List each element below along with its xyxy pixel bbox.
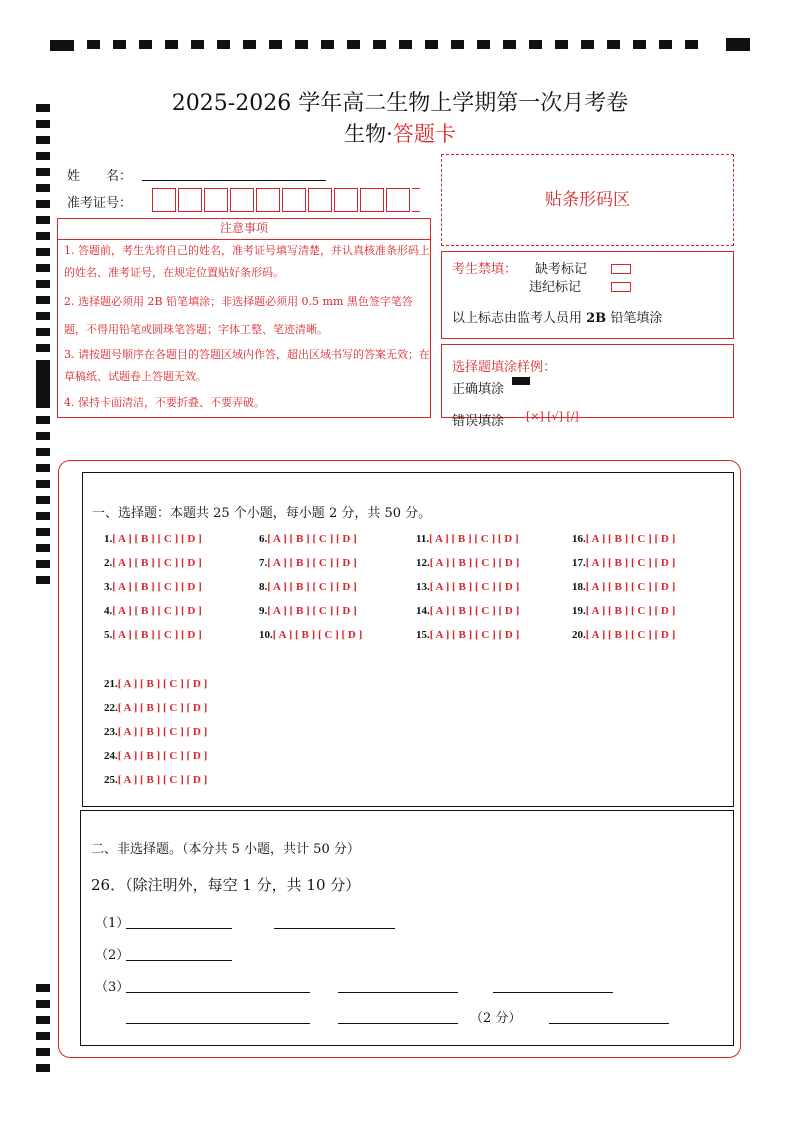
q26-blank-1a[interactable] (126, 928, 232, 929)
q26-blank-2a[interactable] (126, 960, 232, 961)
q26-blank-3a[interactable] (126, 992, 310, 993)
answer-options[interactable]: [ A ] [ B ] [ C ] [ D ] (585, 557, 676, 569)
timing-mark (36, 152, 50, 160)
q26-part2-label: （2） (95, 948, 130, 963)
timing-mark (36, 432, 50, 440)
question-number: 3. (104, 581, 113, 593)
answer-options[interactable]: [ A ] [ B ] [ C ] [ D ] (429, 629, 520, 641)
q26-blank-3e[interactable] (338, 1023, 458, 1024)
timing-mark (36, 184, 50, 192)
timing-mark (36, 168, 50, 176)
question-number: 20. (572, 629, 586, 641)
timing-mark (36, 216, 50, 224)
q26-heading: 26．（除注明外，每空 1 分，共 10 分） (91, 876, 361, 894)
timing-mark (36, 392, 50, 400)
question-number: 23. (104, 726, 118, 738)
choice-question[interactable] (104, 678, 207, 690)
exam-id-label: 准考证号： (67, 196, 133, 211)
answer-options[interactable]: [ A ] [ B ] [ C ] [ D ] (117, 678, 208, 690)
timing-mark (36, 264, 50, 272)
timing-mark (36, 576, 50, 584)
answer-options[interactable]: [ A ] [ B ] [ C ] [ D ] (117, 726, 208, 738)
correct-fill-sample (512, 377, 530, 385)
exam-title: 2025-2026 学年高二生物上学期第一次月考卷 (171, 91, 629, 116)
notice-item-1: 1. 答题前，考生先将自己的姓名，准考证号填写清楚，并认真核准条形码上的姓名、准考证号，在规定位置贴好条形码。 (64, 244, 430, 279)
choice-question[interactable] (104, 605, 202, 617)
choice-question[interactable] (104, 581, 202, 593)
notice-item-2: 2. 选择题必须用 2B 铅笔填涂；非选择题必须用 0.5 mm 黑色签字笔答题，不得用铅笔或圆珠笔答题；字体工整、笔迹清晰。 (64, 295, 413, 336)
timing-mark (36, 512, 50, 520)
timing-mark (36, 480, 50, 488)
timing-mark (36, 1000, 50, 1008)
answer-options[interactable]: [ A ] [ B ] [ C ] [ D ] (585, 605, 676, 617)
question-number: 5. (104, 629, 113, 641)
question-number: 15. (416, 629, 430, 641)
answer-options[interactable]: [ A ] [ B ] [ C ] [ D ] (112, 605, 202, 617)
timing-mark (36, 280, 50, 288)
timing-mark (36, 448, 50, 456)
barcode-area (441, 154, 734, 246)
answer-options[interactable]: [ A ] [ B ] [ C ] [ D ] (267, 533, 357, 545)
fill-sample-label: 选择题填涂样例： (452, 360, 557, 375)
timing-mark (36, 296, 50, 304)
question-number: 9. (259, 605, 268, 617)
wrong-fill-samples: [×] [√] [/] (526, 410, 579, 423)
answer-options[interactable]: [ A ] [ B ] [ C ] [ D ] (117, 702, 208, 714)
question-number: 6. (259, 533, 268, 545)
choice-question[interactable] (572, 533, 675, 545)
answer-options[interactable]: [ A ] [ B ] [ C ] [ D ] (267, 581, 357, 593)
timing-mark (36, 344, 50, 352)
answer-options[interactable]: [ A ] [ B ] [ C ] [ D ] (112, 533, 202, 545)
answer-options[interactable]: [ A ] [ B ] [ C ] [ D ] (429, 557, 520, 569)
choice-question[interactable] (104, 702, 207, 714)
timing-mark (36, 528, 50, 536)
timing-mark (36, 232, 50, 240)
question-number: 22. (104, 702, 118, 714)
name-label: 姓 名： (67, 169, 133, 184)
q26-part3-label: （3） (95, 980, 130, 995)
choice-question[interactable] (259, 557, 357, 569)
timing-mark (36, 984, 50, 992)
answer-card-label: 答题卡 (392, 122, 456, 146)
answer-options[interactable]: [ A ] [ B ] [ C ] [ D ] (117, 774, 208, 786)
violation-checkbox[interactable] (611, 282, 631, 292)
answer-options[interactable]: [ A ] [ B ] [ C ] [ D ] (112, 581, 202, 593)
q26-blank-1b[interactable] (274, 928, 395, 929)
question-number: 2. (104, 557, 113, 569)
answer-options[interactable]: [ A ] [ B ] [ C ] [ D ] (585, 581, 676, 593)
choice-question[interactable] (104, 629, 202, 641)
question-number: 18. (572, 581, 586, 593)
section2-heading: 二、非选择题。（本分共 5 小题，共计 50 分） (91, 842, 360, 857)
question-number: 12. (416, 557, 430, 569)
q26-blank-3b[interactable] (338, 992, 458, 993)
card-subtitle (0, 118, 800, 148)
choice-question[interactable] (572, 629, 675, 641)
choice-question[interactable] (259, 629, 362, 641)
timing-mark (36, 464, 50, 472)
answer-options[interactable]: [ A ] [ B ] [ C ] [ D ] (112, 557, 202, 569)
q26-part1-label: （1） (95, 916, 130, 931)
timing-mark (36, 384, 50, 392)
answer-options[interactable]: [ A ] [ B ] [ C ] [ D ] (429, 581, 520, 593)
choice-question[interactable] (259, 605, 357, 617)
violation-label: 违纪标记 (529, 280, 582, 295)
question-number: 4. (104, 605, 113, 617)
timing-mark (36, 544, 50, 552)
timing-mark (36, 416, 50, 424)
answer-options[interactable]: [ A ] [ B ] [ C ] [ D ] (112, 629, 202, 641)
question-number: 7. (259, 557, 268, 569)
barcode-label: 贴条形码区 (545, 190, 630, 210)
timing-mark (36, 328, 50, 336)
answer-options[interactable]: [ A ] [ B ] [ C ] [ D ] (585, 629, 676, 641)
choice-question[interactable] (416, 557, 519, 569)
q26-blank-3d[interactable] (126, 1023, 310, 1024)
wrong-fill-label: 错误填涂 (452, 414, 505, 429)
q26-blank-3f[interactable] (549, 1023, 669, 1024)
q26-score-note: （2 分） (470, 1011, 522, 1026)
choice-question[interactable] (259, 581, 357, 593)
timing-mark (36, 1016, 50, 1024)
choice-question[interactable] (572, 605, 675, 617)
choice-question[interactable] (104, 557, 202, 569)
timing-mark (36, 496, 50, 504)
forbidden-note-pre: 以上标志由监考人员用 (452, 311, 587, 326)
choice-question[interactable] (416, 533, 519, 545)
name-field[interactable] (142, 180, 326, 181)
timing-mark (36, 400, 50, 408)
section1-heading: 一、选择题：本题共 25 个小题，每小题 2 分，共 50 分。 (92, 506, 432, 521)
choice-question[interactable] (104, 774, 207, 786)
timing-mark (36, 1032, 50, 1040)
choice-question[interactable] (259, 533, 357, 545)
notice-item-3: 3. 请按题号顺序在各题目的答题区域内作答，超出区域书写的答案无效；在草稿纸、试题卷上答题无效。 (64, 348, 430, 383)
question-number: 24. (104, 750, 118, 762)
answer-options[interactable]: [ A ] [ B ] [ C ] [ D ] (272, 629, 363, 641)
question-number: 11. (416, 533, 430, 545)
forbidden-note (452, 307, 662, 326)
question-number: 13. (416, 581, 430, 593)
timing-mark (36, 368, 50, 376)
question-number: 25. (104, 774, 118, 786)
forbidden-note-bold: 2B (586, 311, 607, 326)
question-number: 1. (104, 533, 113, 545)
timing-mark (36, 1048, 50, 1056)
answer-options[interactable]: [ A ] [ B ] [ C ] [ D ] (267, 557, 357, 569)
q26-blank-3c[interactable] (493, 992, 613, 993)
timing-mark (36, 248, 50, 256)
choice-question[interactable] (416, 605, 519, 617)
question-number: 17. (572, 557, 586, 569)
question-number: 14. (416, 605, 430, 617)
timing-mark (36, 312, 50, 320)
timing-mark (36, 376, 50, 384)
choice-question[interactable] (416, 581, 519, 593)
answer-options[interactable]: [ A ] [ B ] [ C ] [ D ] (429, 533, 519, 545)
absent-label: 缺考标记 (535, 262, 588, 277)
choice-question[interactable] (416, 629, 519, 641)
answer-options[interactable]: [ A ] [ B ] [ C ] [ D ] (429, 605, 520, 617)
answer-options[interactable]: [ A ] [ B ] [ C ] [ D ] (117, 750, 208, 762)
absent-checkbox[interactable] (611, 264, 631, 274)
choice-question[interactable] (572, 581, 675, 593)
choice-question[interactable] (104, 533, 202, 545)
notice-item-4: 4. 保持卡面清洁，不要折叠、不要弄破。 (64, 396, 265, 409)
answer-options[interactable]: [ A ] [ B ] [ C ] [ D ] (267, 605, 357, 617)
forbidden-note-post: 铅笔填涂 (606, 311, 663, 326)
question-number: 10. (259, 629, 273, 641)
timing-mark (36, 360, 50, 368)
answer-options[interactable]: [ A ] [ B ] [ C ] [ D ] (585, 533, 676, 545)
choice-question[interactable] (104, 726, 207, 738)
forbidden-label: 考生禁填： (452, 262, 518, 277)
question-number: 19. (572, 605, 586, 617)
timing-mark (36, 200, 50, 208)
timing-mark (36, 560, 50, 568)
notice-title: 注意事项 (57, 218, 431, 240)
question-number: 8. (259, 581, 268, 593)
question-number: 21. (104, 678, 118, 690)
subject-label: 生物· (344, 122, 393, 146)
question-number: 16. (572, 533, 586, 545)
timing-mark (36, 1064, 50, 1072)
correct-fill-label: 正确填涂 (452, 382, 505, 397)
choice-question[interactable] (104, 750, 207, 762)
choice-question[interactable] (572, 557, 675, 569)
